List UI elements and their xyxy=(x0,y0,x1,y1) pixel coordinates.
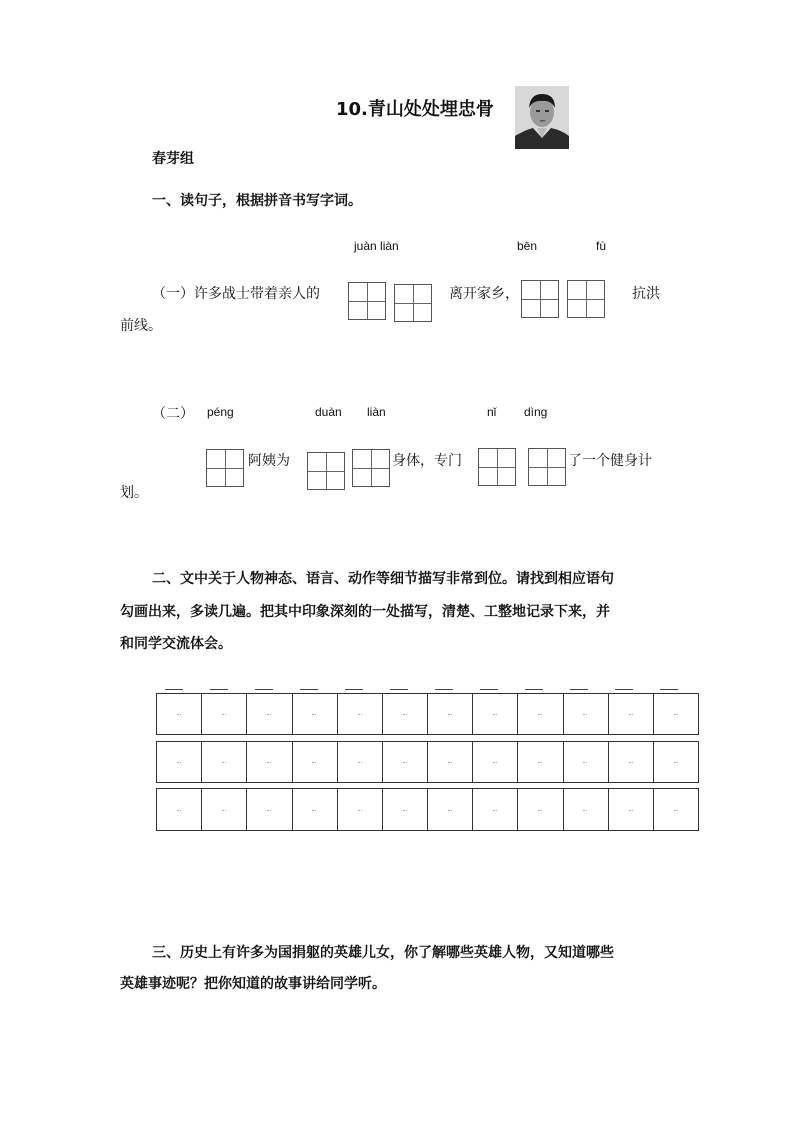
answer-box[interactable] xyxy=(521,280,559,318)
pinyin-ben: bēn xyxy=(517,239,538,253)
sentence-2-label: （二） xyxy=(152,406,194,422)
writing-grid-row[interactable] xyxy=(156,693,699,735)
sentence-2-text-3: 了一个健身计 xyxy=(568,453,652,469)
sentence-2-wrap: 划。 xyxy=(120,485,148,501)
answer-box[interactable] xyxy=(528,448,566,486)
sentence-1-end: 抗洪 xyxy=(632,286,660,302)
sentence-1-wrap: 前线。 xyxy=(120,318,162,334)
pinyin-peng: péng xyxy=(207,405,234,419)
sentence-2-text-1: 阿姨为 xyxy=(248,453,290,469)
pinyin-duan: duàn xyxy=(315,405,342,419)
question-3-line-2: 英雄事迹呢？把你知道的故事讲给同学听。 xyxy=(120,976,386,992)
answer-box[interactable] xyxy=(352,449,390,487)
page-title: 10.青山处处埋忠骨 xyxy=(336,99,494,120)
sentence-2-text-2: 身体，专门 xyxy=(392,453,462,469)
question-2-line-2: 勾画出来，多读几遍。把其中印象深刻的一处描写，清楚、工整地记录下来，并 xyxy=(120,604,610,620)
answer-box[interactable] xyxy=(348,282,386,320)
writing-grid-row[interactable] xyxy=(156,741,699,783)
grid-guide-ticks xyxy=(160,689,695,692)
answer-box[interactable] xyxy=(307,452,345,490)
writing-grid-row[interactable] xyxy=(156,788,699,831)
sentence-1-start: （一）许多战士带着亲人的 xyxy=(152,286,320,302)
pinyin-ding: dìng xyxy=(524,405,548,419)
question-3-line-1: 三、历史上有许多为国捐躯的英雄儿女，你了解哪些英雄人物，又知道哪些 xyxy=(152,945,614,961)
pinyin-ni: nǐ xyxy=(487,405,497,419)
pinyin-lian: liàn xyxy=(367,405,386,419)
pinyin-fu: fù xyxy=(596,239,607,253)
group-label: 春芽组 xyxy=(152,151,194,167)
answer-box[interactable] xyxy=(567,280,605,318)
answer-box[interactable] xyxy=(206,449,244,487)
answer-box[interactable] xyxy=(478,448,516,486)
question-1-heading: 一、读句子，根据拼音书写字词。 xyxy=(152,193,362,209)
pinyin-juan-lian: juàn liàn xyxy=(354,239,399,253)
portrait-image xyxy=(515,86,569,149)
sentence-1-middle: 离开家乡， xyxy=(449,286,519,302)
question-2-line-3: 和同学交流体会。 xyxy=(120,636,232,652)
answer-box[interactable] xyxy=(394,284,432,322)
question-2-line-1: 二、文中关于人物神态、语言、动作等细节描写非常到位。请找到相应语句 xyxy=(152,571,614,587)
